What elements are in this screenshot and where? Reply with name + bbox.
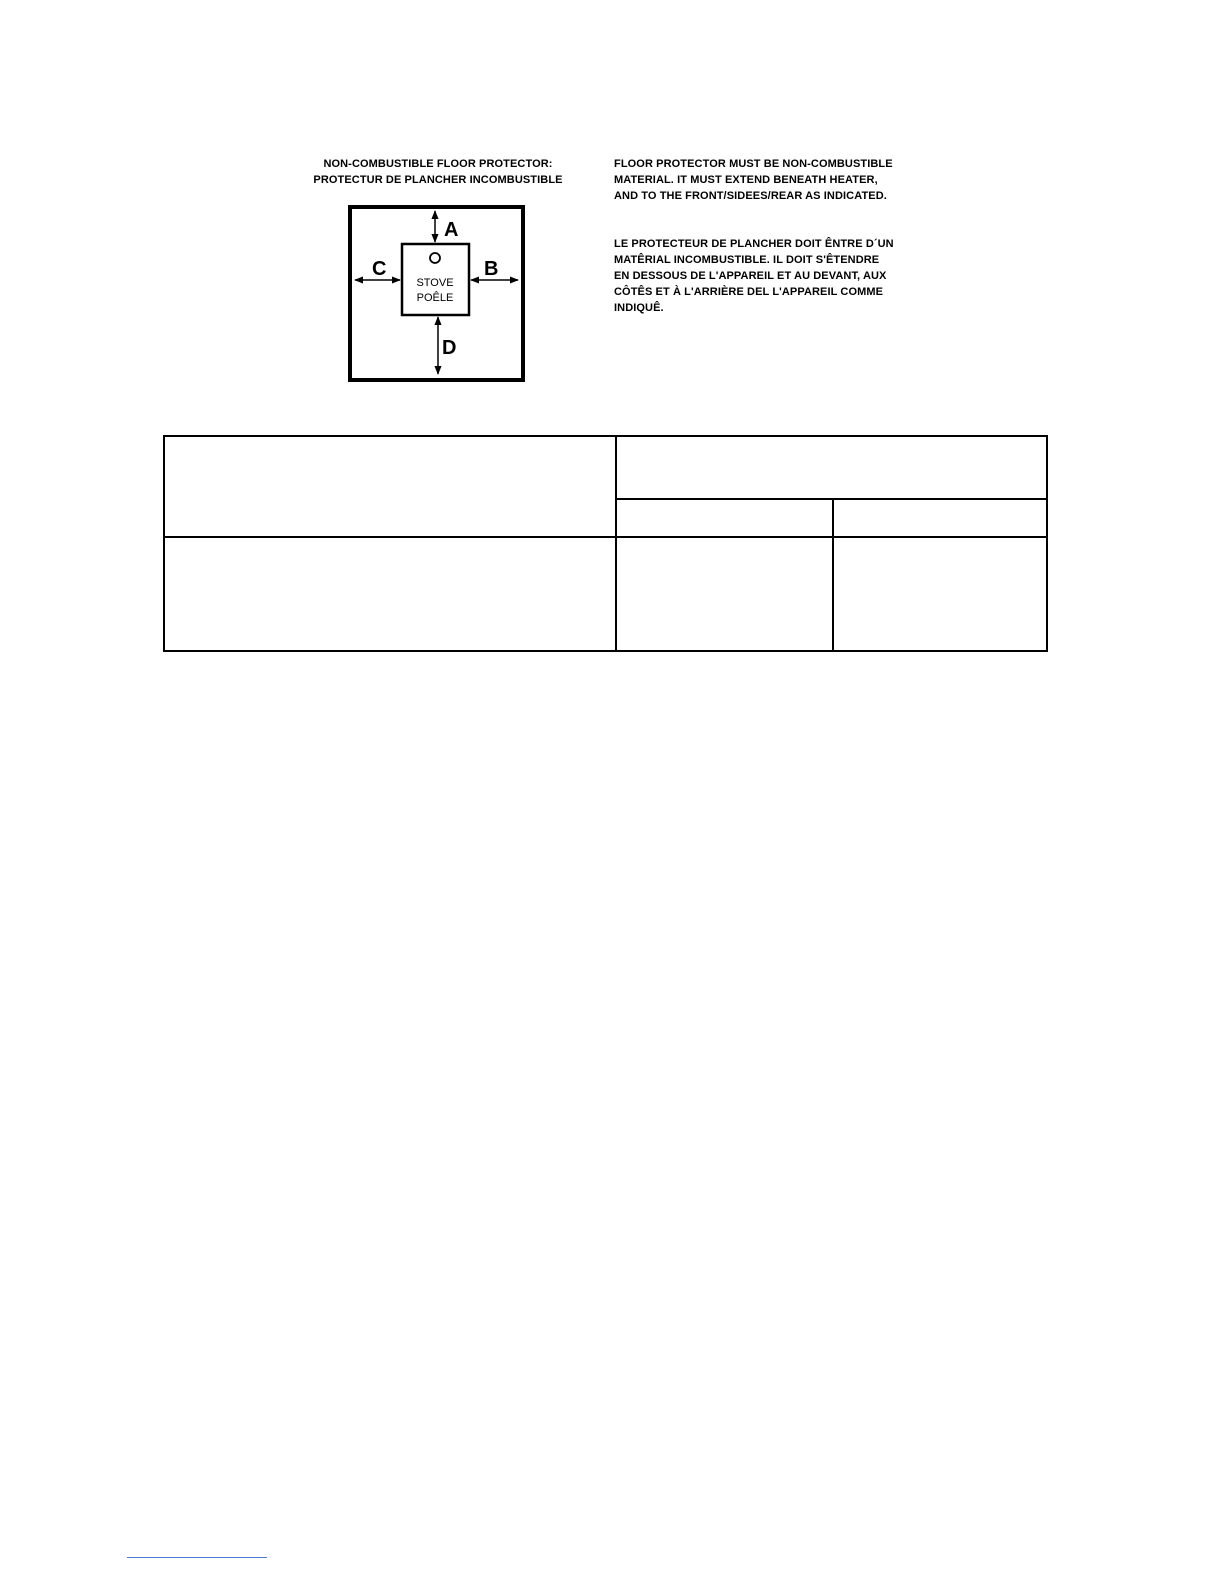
table-cell [164, 436, 616, 537]
english-note [614, 156, 893, 204]
table-cell [164, 537, 616, 651]
french-note [614, 236, 894, 316]
diagram-title-line: NON-COMBUSTIBLE FLOOR PROTECTOR: [323, 158, 553, 170]
table-cell [833, 537, 1047, 651]
clearance-c-label: C [372, 258, 387, 280]
clearance-a-label: A [444, 219, 459, 241]
stove-label: STOVE [416, 277, 454, 289]
note-line: CÔTÊS ET À L'ARRIÈRE DEL L'APPAREIL COMME [614, 286, 884, 298]
table-cell [616, 499, 833, 537]
note-line: AND TO THE FRONT/SIDEES/REAR AS INDICATED. [614, 190, 887, 202]
clearance-d-label: D [442, 337, 457, 359]
clearance-table [163, 435, 1048, 652]
poele-label: POÊLE [416, 292, 454, 304]
table-cell [616, 537, 833, 651]
note-line: EN DESSOUS DE L'APPAREIL ET AU DEVANT, AUX [614, 270, 887, 282]
footnote-separator [127, 1557, 267, 1558]
table-row [164, 436, 1047, 499]
diagram-title-line: PROTECTUR DE PLANCHER INCOMBUSTIBLE [313, 174, 563, 186]
note-line: LE PROTECTEUR DE PLANCHER DOIT ÊNTRE D´UN [614, 238, 894, 250]
table-cell [833, 499, 1047, 537]
note-line: MATÊRIAL INCOMBUSTIBLE. IL DOIT S'ÊTENDRE [614, 254, 880, 266]
note-line: INDIQUÊ. [614, 302, 664, 314]
table-cell [616, 436, 1047, 499]
note-line: MATERIAL. IT MUST EXTEND BENEATH HEATER, [614, 174, 878, 186]
floor-protector-diagram [346, 203, 528, 385]
note-line: FLOOR PROTECTOR MUST BE NON-COMBUSTIBLE [614, 158, 893, 170]
table-row [164, 537, 1047, 651]
diagram-title [296, 156, 580, 188]
clearance-b-label: B [484, 258, 499, 280]
